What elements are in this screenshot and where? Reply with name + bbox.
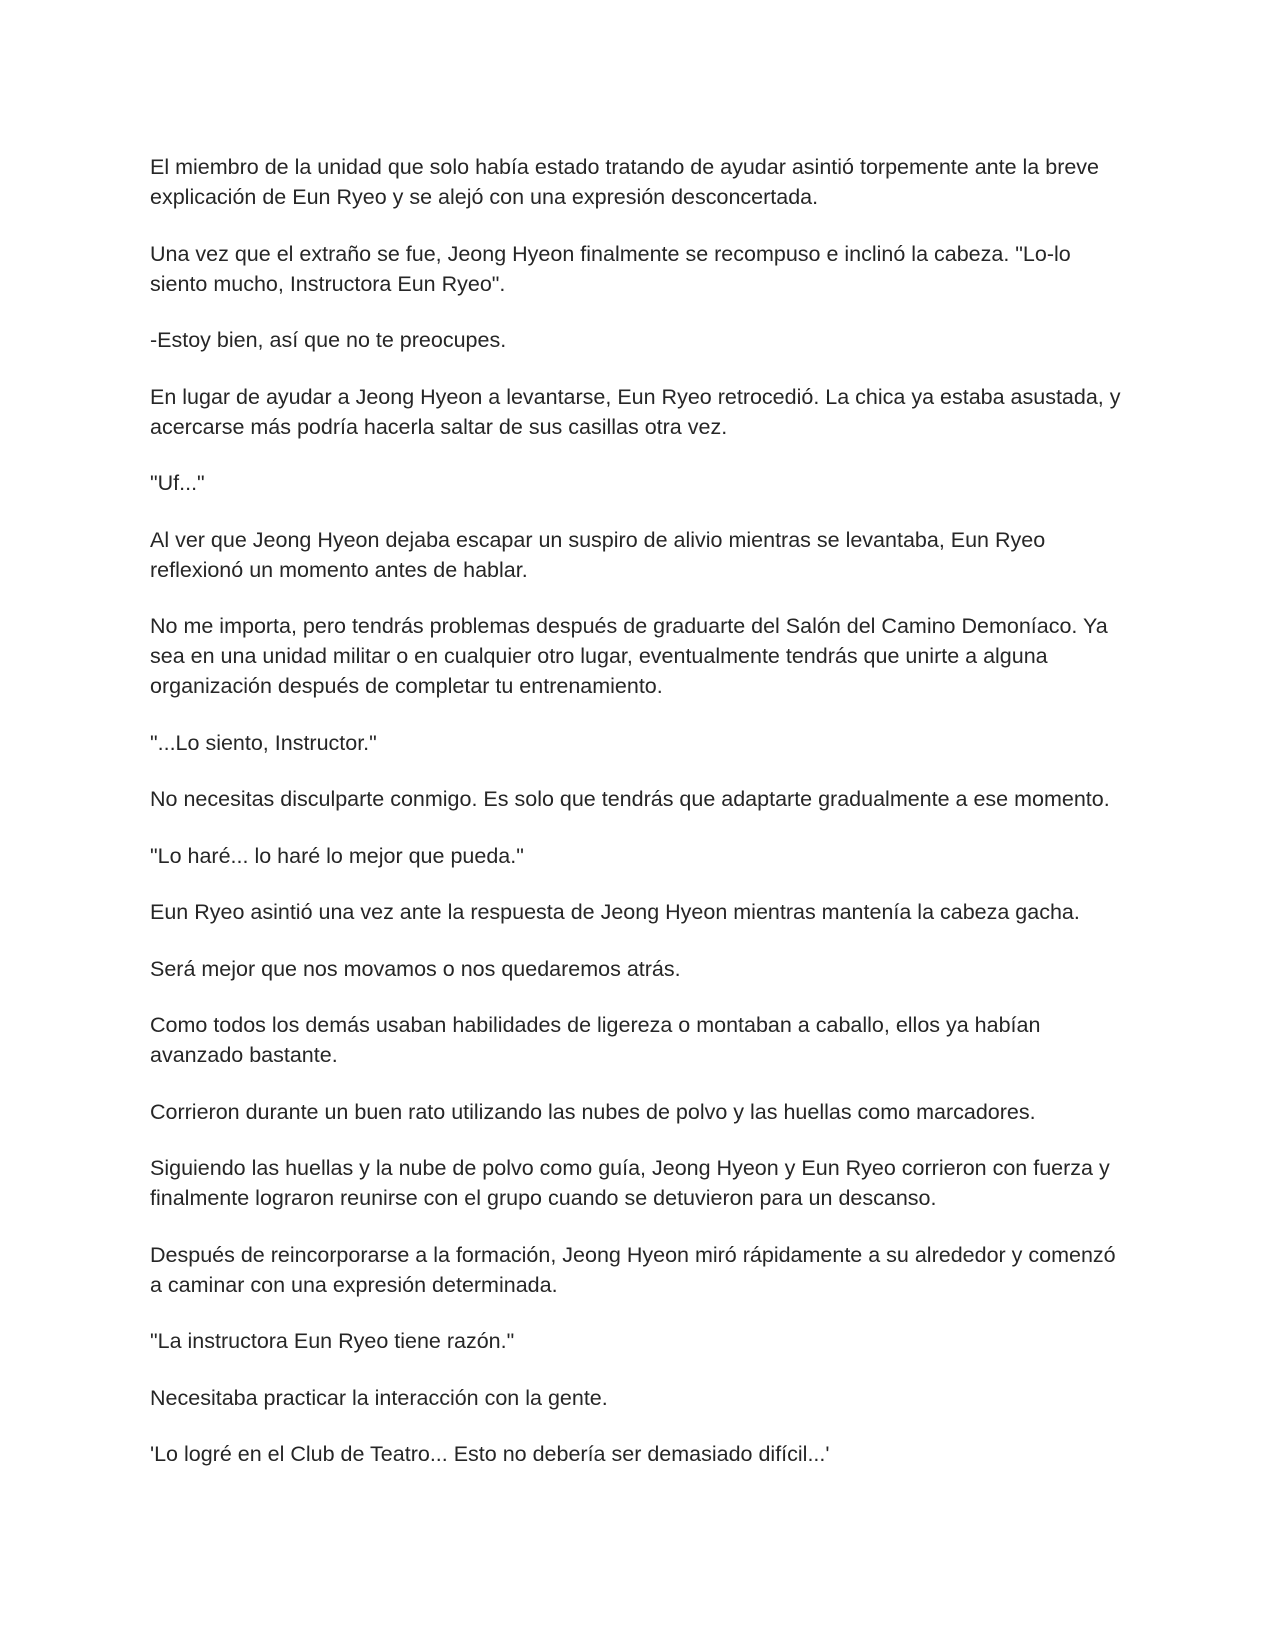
paragraph: "La instructora Eun Ryeo tiene razón." (150, 1329, 515, 1353)
paragraph: Necesitaba practicar la interacción con la gente. (150, 1385, 608, 1410)
paragraph: Corrieron durante un buen rato utilizando las nubes de polvo y las huellas como marcadores. (150, 1099, 1036, 1124)
paragraph: No necesitas disculparte conmigo. Es solo que tendrás que adaptarte gradualmente a ese momento. (150, 787, 1110, 811)
paragraph: No me importa, pero tendrás problemas después de graduarte del Salón del Camino Demoníaco. Ya sea en una unidad militar o en cualquier otro lugar, eventualmente tendrás que unirte a alguna organización después de completar tu entrenamiento. (150, 614, 1108, 698)
document-body (150, 152, 1130, 1496)
paragraph: En lugar de ayudar a Jeong Hyeon a levantarse, Eun Ryeo retrocedió. La chica ya estaba asustada, y acercarse más podría hacerla saltar de sus casillas otra vez. (150, 384, 1121, 439)
paragraph: Será mejor que nos movamos o nos quedaremos atrás. (150, 956, 681, 981)
paragraph: Eun Ryeo asintió una vez ante la respuesta de Jeong Hyeon mientras mantenía la cabeza gacha. (150, 900, 1080, 924)
paragraph: Siguiendo las huellas y la nube de polvo como guía, Jeong Hyeon y Eun Ryeo corrieron con fuerza y finalmente lograron reunirse con el grupo cuando se detuvieron para un descanso. (150, 1156, 1110, 1210)
paragraph: -Estoy bien, así que no te preocupes. (150, 328, 507, 352)
paragraph: "Uf..." (150, 471, 205, 495)
paragraph: Al ver que Jeong Hyeon dejaba escapar un suspiro de alivio mientras se levantaba, Eun Ryeo reflexionó un momento antes de hablar. (150, 527, 1046, 582)
paragraph: Después de reincorporarse a la formación, Jeong Hyeon miró rápidamente a su alrededor y comenzó a caminar con una expresión determinada. (150, 1242, 1116, 1297)
paragraph: "Lo haré... lo haré lo mejor que pueda." (150, 843, 524, 868)
paragraph: "...Lo siento, Instructor." (150, 730, 377, 755)
paragraph: 'Lo logré en el Club de Teatro... Esto no debería ser demasiado difícil...' (150, 1442, 830, 1466)
paragraph: Como todos los demás usaban habilidades de ligereza o montaban a caballo, ellos ya habían avanzado bastante. (150, 1013, 1041, 1067)
paragraph: El miembro de la unidad que solo había estado tratando de ayudar asintió torpemente ante la breve explicación de Eun Ryeo y se alejó con una expresión desconcertada. (150, 155, 1100, 209)
paragraph: Una vez que el extraño se fue, Jeong Hyeon finalmente se recompuso e inclinó la cabeza. "Lo-lo siento mucho, Instructora Eun Ryeo". (150, 241, 1071, 296)
